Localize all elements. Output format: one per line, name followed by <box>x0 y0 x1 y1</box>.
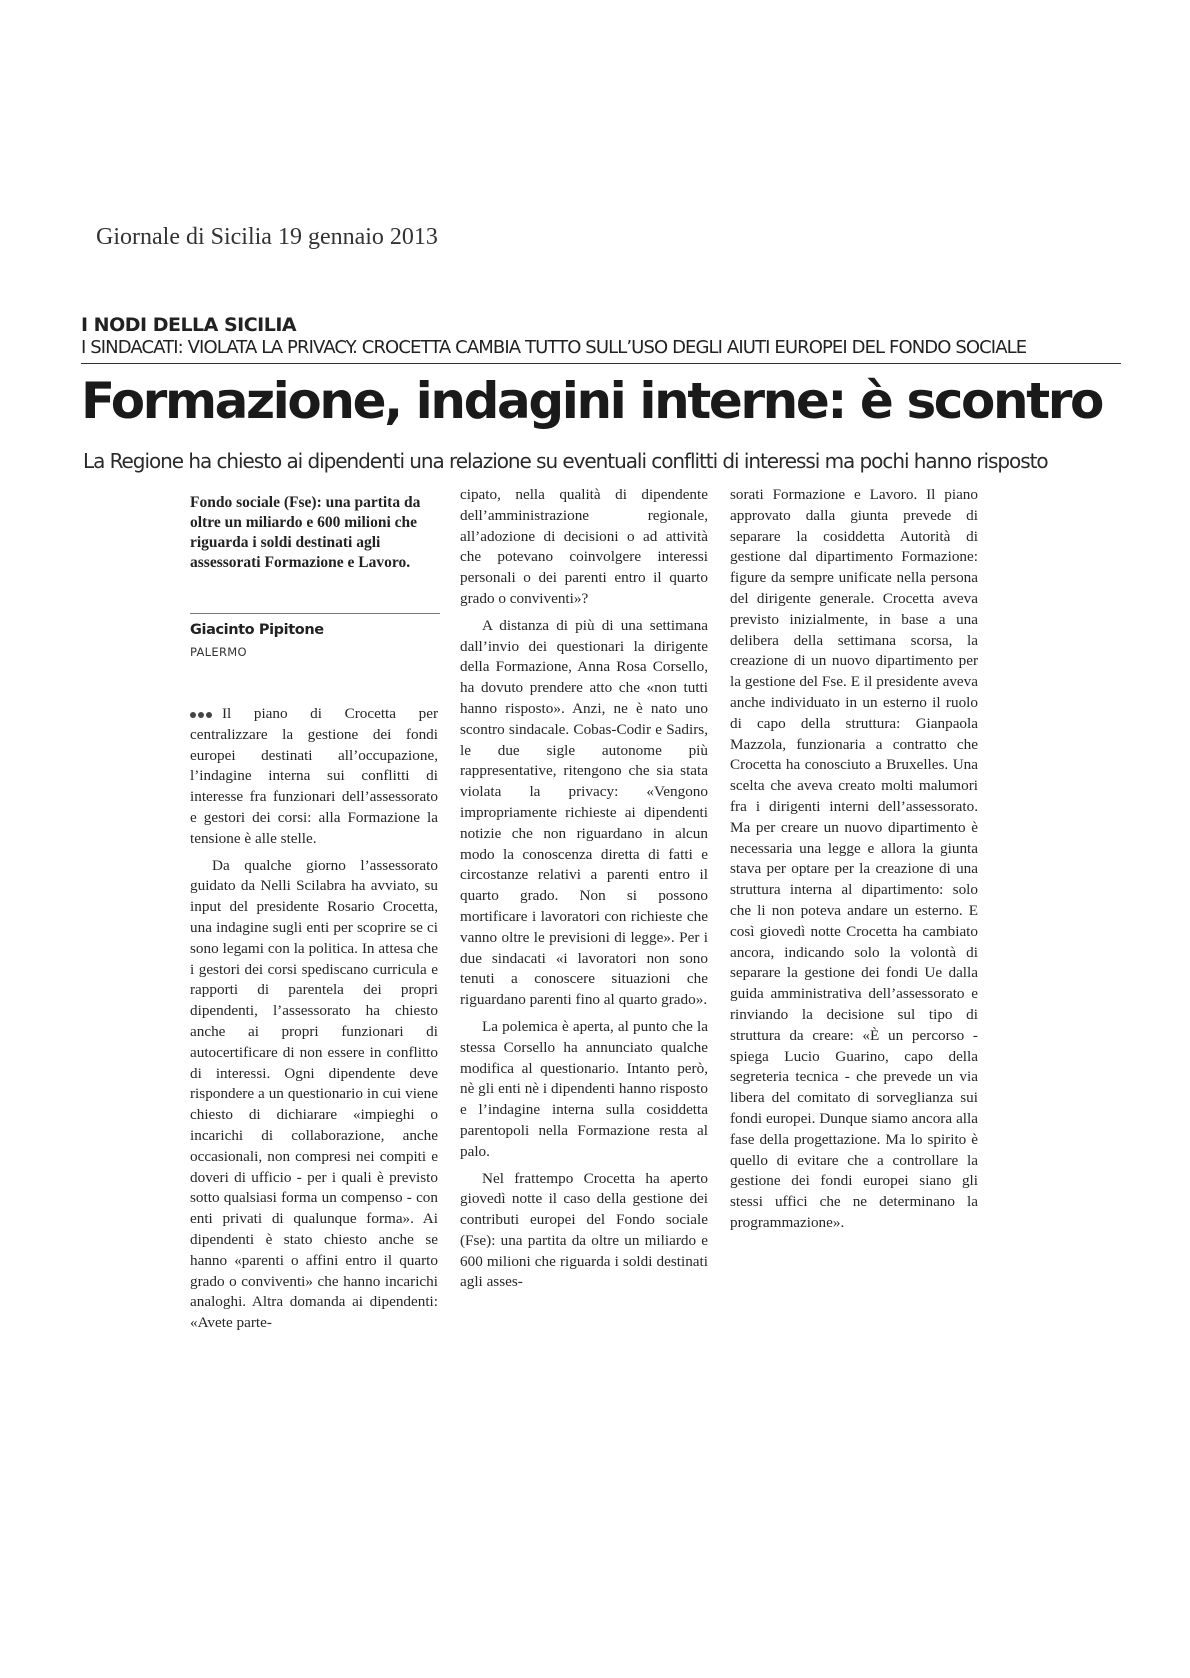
article-column-2 <box>460 485 708 1293</box>
deck: La Regione ha chiesto ai dipendenti una relazione su eventuali conflitti di interessi ma pochi hanno risposto <box>83 449 1048 473</box>
bullet-dots-icon <box>190 704 222 725</box>
summary-rule <box>190 613 440 614</box>
paragraph: Nel frattempo Crocetta ha aperto giovedì notte il caso della gestione dei contributi europei del Fondo sociale (Fse): una partita da oltre un miliardo e 600 milioni che riguarda i soldi destinati agli asses- <box>460 1169 708 1291</box>
byline: Giacinto Pipitone <box>190 622 324 638</box>
article-column-3 <box>730 485 978 1234</box>
paragraph-text: Il piano di Crocetta per centralizzare la gestione dei fondi europei destinati all’occupazione, l’indagine interna sui conflitti di interesse fra funzionari dell’assessorato e gestori dei corsi: alla Formazione la tensione è alle stelle. <box>190 705 438 847</box>
section-kicker: I NODI DELLA SICILIA <box>81 314 297 336</box>
headline: Formazione, indagini interne: è scontro <box>81 372 1102 430</box>
paragraph: cipato, nella qualità di dipendente dell’amministrazione regionale, all’adozione di decisioni o ad attività che potevano coinvolgere interessi personali o dei parenti entro il quarto grado o conviventi»? <box>460 486 708 607</box>
paragraph: sorati Formazione e Lavoro. Il piano approvato dalla giunta prevede di separare la cosiddetta Autorità di gestione dal dipartimento Formazione: figure da sempre unificate nella persona del dirigente generale. Crocetta aveva previsto inizialmente, in base a una delibera della settimana scorsa, la creazione di un nuovo dipartimento per la gestione del Fse. E il presidente aveva anche individuato in un esterno il ruolo di capo della struttura: Gianpaola Mazzola, funzionaria a contratto che Crocetta ha conosciuto a Bruxelles. Una scelta che aveva creato molti malumori fra i dirigenti interni dell’assessorato. Ma per creare un nuovo dipartimento è necessaria una legge e allora la giunta stava per optare per la creazione di una struttura interna al dipartimento: solo che li non poteva andare un esterno. E così giovedì notte Crocetta ha cambiato ancora, indicando solo la volontà di separare la gestione dei fondi Ue dalla guida amministrativa dell’assessorato e rinviando la decisione sul tipo di struttura da creare: «È un percorso - spiega Lucio Guarino, capo della segreteria tecnica - che prevede un via libera del comitato di sorveglianza sui fondi europei. Dunque siamo ancora alla fase della progettazione. Ma lo spirito è quello di evitare che a controllare la gestione dei fondi europei siano gli stessi uffici che ne determinano la programmazione». <box>730 486 978 1231</box>
header-rule <box>81 363 1121 364</box>
source-line: Giornale di Sicilia 19 gennaio 2013 <box>96 224 438 250</box>
paragraph: La polemica è aperta, al punto che la stessa Corsello ha annunciato qualche modifica al questionario. Intanto però, nè gli enti nè i dipendenti hanno risposto e l’indagine interna sulla cosiddetta parentopoli nella Formazione resta al palo. <box>460 1017 708 1160</box>
article-column-1 <box>190 704 438 1334</box>
dateline-place: PALERMO <box>190 645 247 659</box>
sub-kicker: I SINDACATI: VIOLATA LA PRIVACY. CROCETTA CAMBIA TUTTO SULL’USO DEGLI AIUTI EUROPEI DEL FONDO SOCIALE <box>81 337 1027 358</box>
paragraph: Da qualche giorno l’assessorato guidato da Nelli Scilabra ha avviato, su input del presidente Rosario Crocetta, una indagine sugli enti per scoprire se ci sono legami con la politica. In attesa che i gestori dei corsi spediscano curricula e rapporti di parentela dei propri dipendenti, l’assessorato ha chiesto anche ai propri funzionari di autocertificare di non essere in conflitto di interessi. Ogni dipendente deve rispondere a un questionario in cui viene chiesto di dichiarare «impieghi o incarichi di collaborazione, anche occasionali, non compresi nei compiti e doveri di ufficio - per i quali è previsto sotto qualsiasi forma un compenso - con enti privati di qualunque forma». Ai dipendenti è stato chiesto anche se hanno «parenti o affini entro il quarto grado o conviventi» che hanno incarichi analoghi. Altra domanda ai dipendenti: «Avete parte- <box>190 856 438 1332</box>
summary-box: Fondo sociale (Fse): una partita da oltre un miliardo e 600 milioni che riguarda i soldi destinati agli assessorati Formazione e Lavoro. <box>190 494 421 571</box>
paragraph: A distanza di più di una settimana dall’invio dei questionari la dirigente della Formazione, Anna Rosa Corsello, ha dovuto prendere atto che «non tutti hanno risposto». Anzi, ne è nato uno scontro sindacale. Cobas-Codir e Sadirs, le due sigle autonome più rappresentative, ritengono che sia stata violata la privacy: «Vengono impropriamente richieste ai dipendenti notizie che non riguardano in alcun modo la conoscenza diretta di fatti e circostanze relativi a parenti entro il quarto grado. Non si possono mortificare i lavoratori con richieste che vanno oltre le previsioni di legge». Per i due sindacati «i lavoratori non sono tenuti a conoscere situazioni che riguardano parenti fino al quarto grado». <box>460 616 708 1009</box>
paragraph <box>190 704 438 850</box>
